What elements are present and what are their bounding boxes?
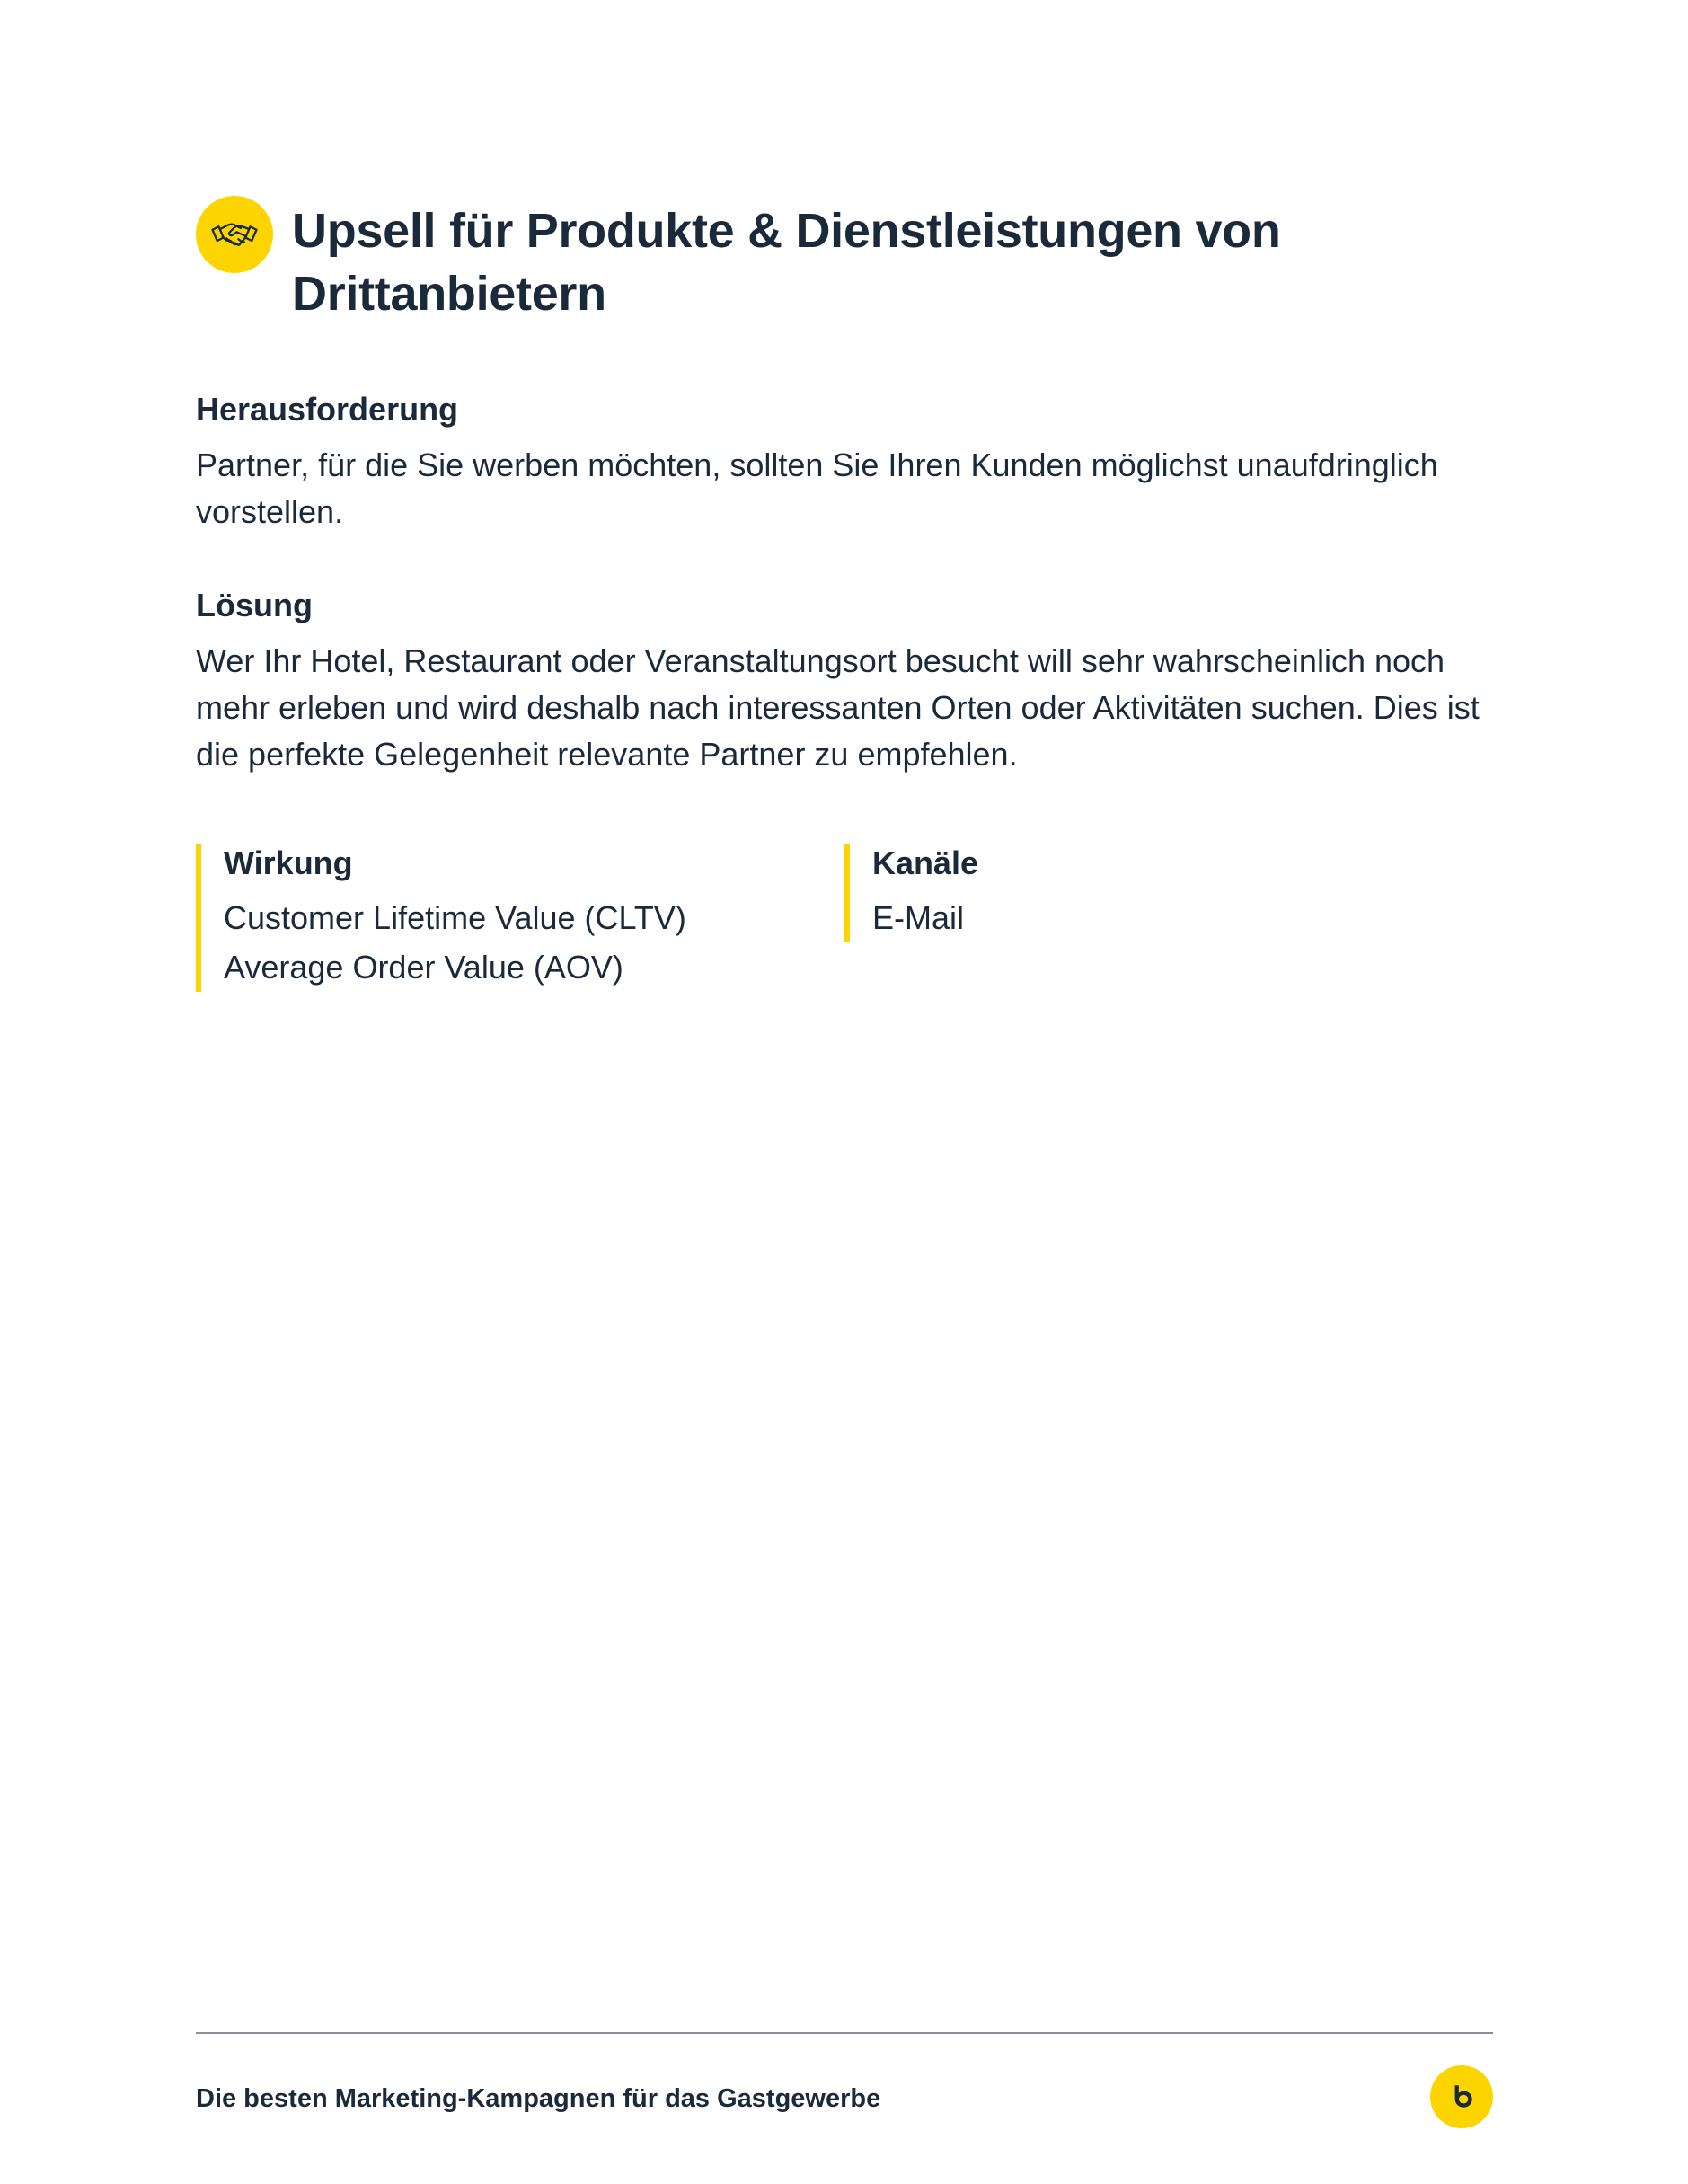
footer-divider — [196, 2032, 1493, 2034]
effect-item: Customer Lifetime Value (CLTV) — [224, 899, 686, 936]
channels-list — [872, 893, 1411, 942]
handshake-icon — [196, 196, 273, 273]
challenge-text: Partner, für die Sie werben möchten, sollten Sie Ihren Kunden möglichst unaufdringlich vorstellen. — [196, 447, 1438, 530]
effect-heading: Wirkung — [224, 844, 353, 881]
solution-heading: Lösung — [196, 587, 313, 623]
page-title: Upsell für Produkte & Dienstleistungen von Drittanbietern — [292, 204, 1281, 321]
effect-list — [224, 893, 835, 992]
effect-item: Average Order Value (AOV) — [224, 949, 623, 986]
channel-item: E-Mail — [872, 899, 965, 936]
brand-logo-icon — [1430, 2065, 1493, 2128]
solution-section — [196, 586, 1498, 778]
effect-column — [196, 844, 835, 992]
challenge-section — [196, 390, 1498, 535]
channels-heading: Kanäle — [872, 844, 979, 881]
channels-column — [844, 844, 1411, 942]
solution-text: Wer Ihr Hotel, Restaurant oder Veranstaltungsort besucht will sehr wahrscheinlich noch mehr erleben und wird deshalb nach interessanten Orten oder Aktivitäten suchen. Dies ist die perfekte Gelegenheit relevante Partner zu empfehlen. — [196, 642, 1480, 773]
footer-text: Die besten Marketing-Kampagnen für das Gastgewerbe — [196, 2084, 881, 2113]
challenge-heading: Herausforderung — [196, 391, 459, 428]
